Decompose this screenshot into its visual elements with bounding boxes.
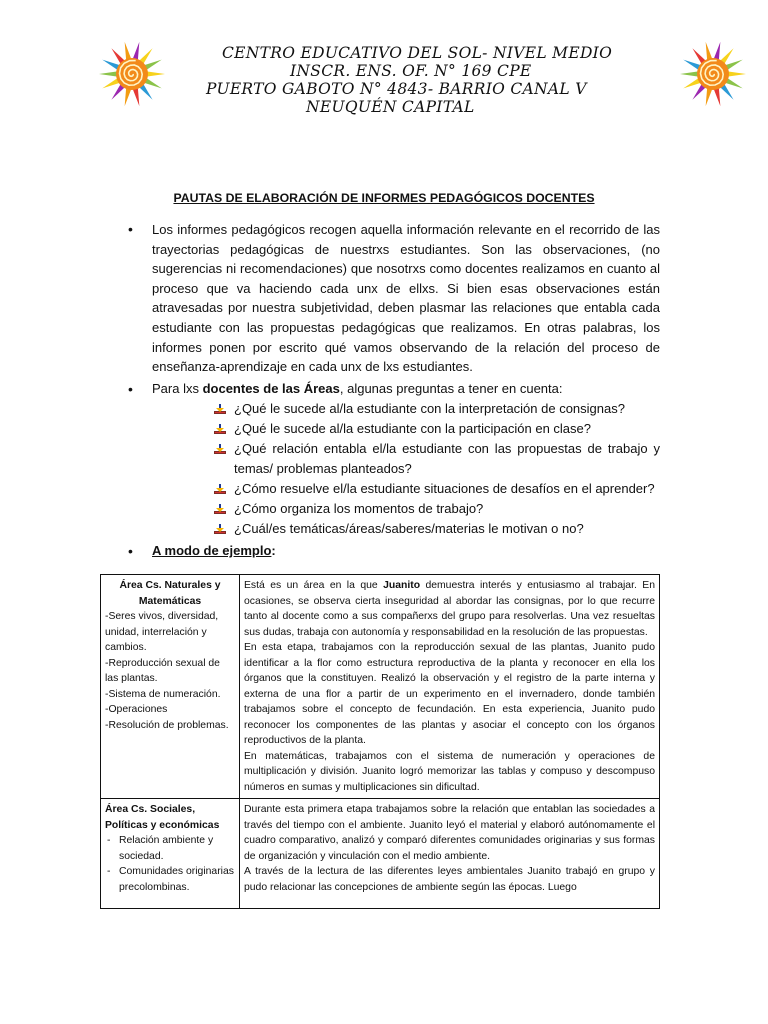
arrow-bullet-icon (214, 443, 226, 455)
areas-intro (128, 379, 660, 399)
area-topic-list (105, 833, 235, 895)
arrow-bullet-icon (214, 403, 226, 415)
description-paragraph (244, 578, 655, 640)
student-name: Juanito (383, 580, 421, 591)
areas-intro-bold: docentes de las Áreas (202, 380, 340, 396)
sun-ray (727, 71, 746, 77)
question-item (214, 519, 660, 539)
area-cell (101, 799, 240, 909)
question-text: ¿Cómo resuelve el/la estudiante situaciones de desafíos en el aprender? (234, 480, 655, 496)
document-body (128, 220, 660, 561)
sun-ray (680, 71, 699, 77)
area-cell-content (105, 802, 235, 905)
area-title: Área Cs. Sociales, Políticas y económicas (105, 804, 220, 831)
description-paragraph: A través de la lectura de las diferentes leyes ambientales Juanito trabajó en grupo y pudo relacionar las concepciones de ambiente según las épocas. Luego (244, 866, 655, 893)
description-text: demuestra interés y entusiasmo al trabajar. En ocasiones, se observa cierta inseguridad al abordar las consignas, por lo que recurre tanto al docente como a sus compañerxs del grupo para resolverlas. Una vez resueltas sus dudas, trabaja con autonomía y responsabilidad en la resolución de las propuestas. (244, 580, 655, 638)
area-topic: - Comunidades originarias precolombinas. (119, 864, 235, 895)
area-topic: -Reproducción sexual de las plantas. (105, 657, 220, 684)
header-line-1: CENTRO EDUCATIVO DEL SOL- NIVEL MEDIO (222, 44, 613, 62)
question-text: ¿Qué le sucede al/la estudiante con la participación en clase? (234, 420, 591, 436)
question-item (214, 499, 660, 519)
area-cell (101, 575, 240, 799)
question-list (128, 399, 660, 539)
question-item (214, 439, 660, 479)
question-item (214, 399, 660, 419)
description-text: Está es un área en la que (244, 580, 384, 591)
description-paragraph: En matemáticas, trabajamos con el sistema de numeración y operaciones de multiplicación y división. Juanito logró memorizar las tablas y compuso y descompuso números en sumas y multiplicaciones sin dificultad. (244, 750, 655, 793)
header-line-4: NEUQUÉN CAPITAL (306, 98, 475, 116)
question-item (214, 419, 660, 439)
example-table (100, 574, 660, 909)
table-row (101, 799, 660, 909)
arrow-bullet-icon (214, 483, 226, 495)
intro-paragraph: • Los informes pedagógicos recogen aquella información relevante en el recorrido de las trayectorias pedagógicas de nuestrxs estudiantes. Son las observaciones, (no sugerencias ni recomendaciones) que nosotrxs como docentes realizamos en cuanto al proceso que va haciendo cada unx de ellxs. Si bien esas observaciones están atravesadas por nuestra subjetividad, deben plasmar las relaciones que entabla cada estudiante con las propuestas pedagógicas que realizamos. En otras palabras, los informes ponen por escrito qué vamos observando de la relación del proceso de enseñanza-aprendizaje en cada unx de lxs estudiantes. (128, 220, 660, 377)
document-title: PAUTAS DE ELABORACIÓN DE INFORMES PEDAGÓGICOS DOCENTES (173, 191, 595, 205)
question-text: ¿Qué le sucede al/la estudiante con la interpretación de consignas? (234, 400, 625, 416)
example-colon: : (271, 542, 276, 558)
description-cell (240, 575, 660, 799)
question-text: ¿Qué relación entabla el/la estudiante con las propuestas de trabajo y temas/ problemas planteados? (234, 440, 660, 476)
table-row (101, 575, 660, 799)
area-title: Área Cs. Naturales y Matemáticas (119, 580, 221, 607)
question-text: ¿Cómo organiza los momentos de trabajo? (234, 500, 484, 516)
area-topic: -Resolución de problemas. (105, 719, 229, 731)
arrow-bullet-icon (214, 423, 226, 435)
example-heading (128, 541, 660, 561)
question-item (214, 479, 660, 499)
description-cell (240, 799, 660, 909)
sun-ray (99, 71, 118, 77)
description-cell-content (244, 802, 655, 905)
sun-logo-icon (679, 40, 747, 108)
header-line-3: PUERTO GABOTO N° 4843- BARRIO CANAL V (206, 80, 587, 98)
description-paragraph: Durante esta primera etapa trabajamos sobre la relación que entablan las sociedades a través del tiempo con el ambiente. Juanito leyó el material y elaboró autónomamente el cuadro comparativo, analizó y comparó diferentes comunidades originarias y sus formas de organización y vinculación con el medio ambiente. (244, 804, 655, 862)
arrow-bullet-icon (214, 523, 226, 535)
arrow-bullet-icon (214, 503, 226, 515)
question-text: ¿Cuál/es temáticas/áreas/saberes/materias le motivan o no? (234, 520, 584, 536)
areas-intro-post: , algunas preguntas a tener en cuenta: (339, 380, 563, 396)
area-topic: -Operaciones (105, 704, 168, 715)
area-topic: - Relación ambiente y sociedad. (119, 833, 235, 864)
area-topic: -Sistema de numeración. (105, 688, 221, 700)
areas-intro-pre: Para lxs (152, 380, 203, 396)
description-paragraph: En esta etapa, trabajamos con la reproducción sexual de las plantas, Juanito pudo identificar a la flor como estructura reproductiva de la planta y reconocer en ella los órganos que la constituyen. Realizó la observación y el registro de la parte interna y externa de una flor a partir de un experimento en el invernadero, donde también trabajamos sobre el concepto de fecundación. En esta experiencia, Juanito pudo reconocer los componentes de las plantas y asociar el concepto con los órganos reproductivos de la planta. (244, 642, 655, 746)
area-topic: -Seres vivos, diversidad, unidad, interrelación y cambios. (105, 611, 219, 653)
example-label: A modo de ejemplo (152, 542, 272, 558)
header-line-2: INSCR. ENS. OF. N° 169 CPE (290, 62, 532, 80)
school-header (150, 44, 620, 116)
